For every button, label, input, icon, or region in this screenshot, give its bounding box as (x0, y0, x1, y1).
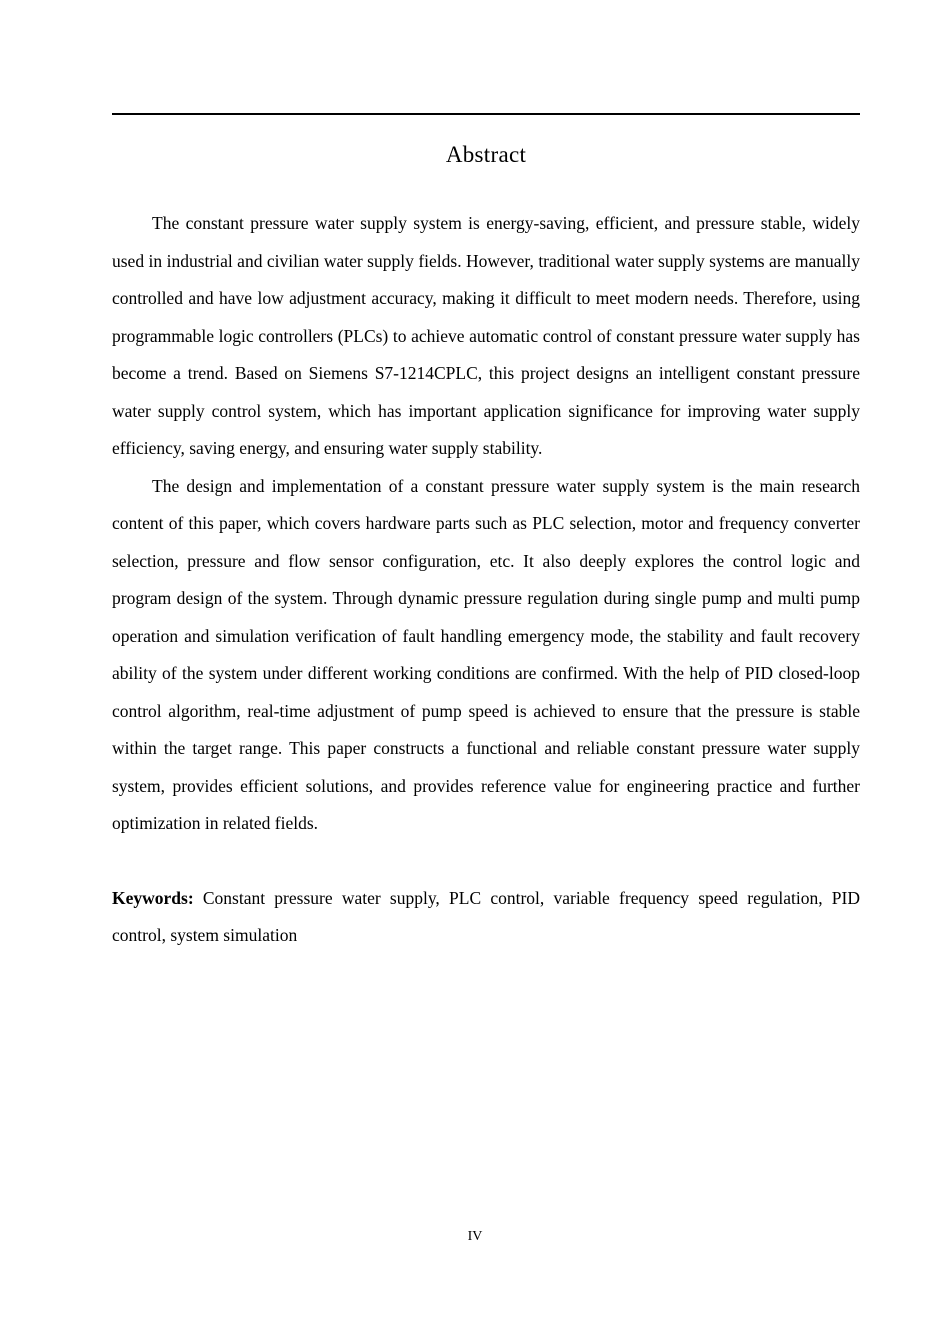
page-number: IV (467, 1229, 483, 1244)
page-title: Abstract (445, 142, 527, 167)
keywords-label: Keywords: (112, 887, 194, 908)
header-rule (112, 113, 860, 115)
abstract-body (112, 205, 860, 955)
paragraph-2: The design and implementation of a constant pressure water supply system is the main research content of this paper, which covers hardware parts such as PLC selection, motor and frequency converter selection, pressure and flow sensor configuration, etc. It also deeply explores the control logic and program design of the system. Through dynamic pressure regulation during single pump and multi pump operation and simulation verification of fault handling emergency mode, the stability and fault recovery ability of the system under different working conditions are confirmed. With the help of PID closed-loop control algorithm, real-time adjustment of pump speed is achieved to ensure that the pressure is stable within the target range. This paper constructs a functional and reliable constant pressure water supply system, provides efficient solutions, and provides reference value for engineering practice and further optimization in related fields. (112, 475, 860, 833)
keywords-text: Constant pressure water supply, PLC control, variable frequency speed regulation, PID control, system simulation (112, 887, 860, 945)
paragraph-1: The constant pressure water supply system is energy-saving, efficient, and pressure stable, widely used in industrial and civilian water supply fields. However, traditional water supply systems are manually controlled and have low adjustment accuracy, making it difficult to meet modern needs. Therefore, using programmable logic controllers (PLCs) to achieve automatic control of constant pressure water supply has become a trend. Based on Siemens S7-1214CPLC, this project designs an intelligent constant pressure water supply control system, which has important application significance for improving water supply efficiency, saving energy, and ensuring water supply stability. (112, 213, 860, 458)
keywords-line (112, 880, 860, 955)
